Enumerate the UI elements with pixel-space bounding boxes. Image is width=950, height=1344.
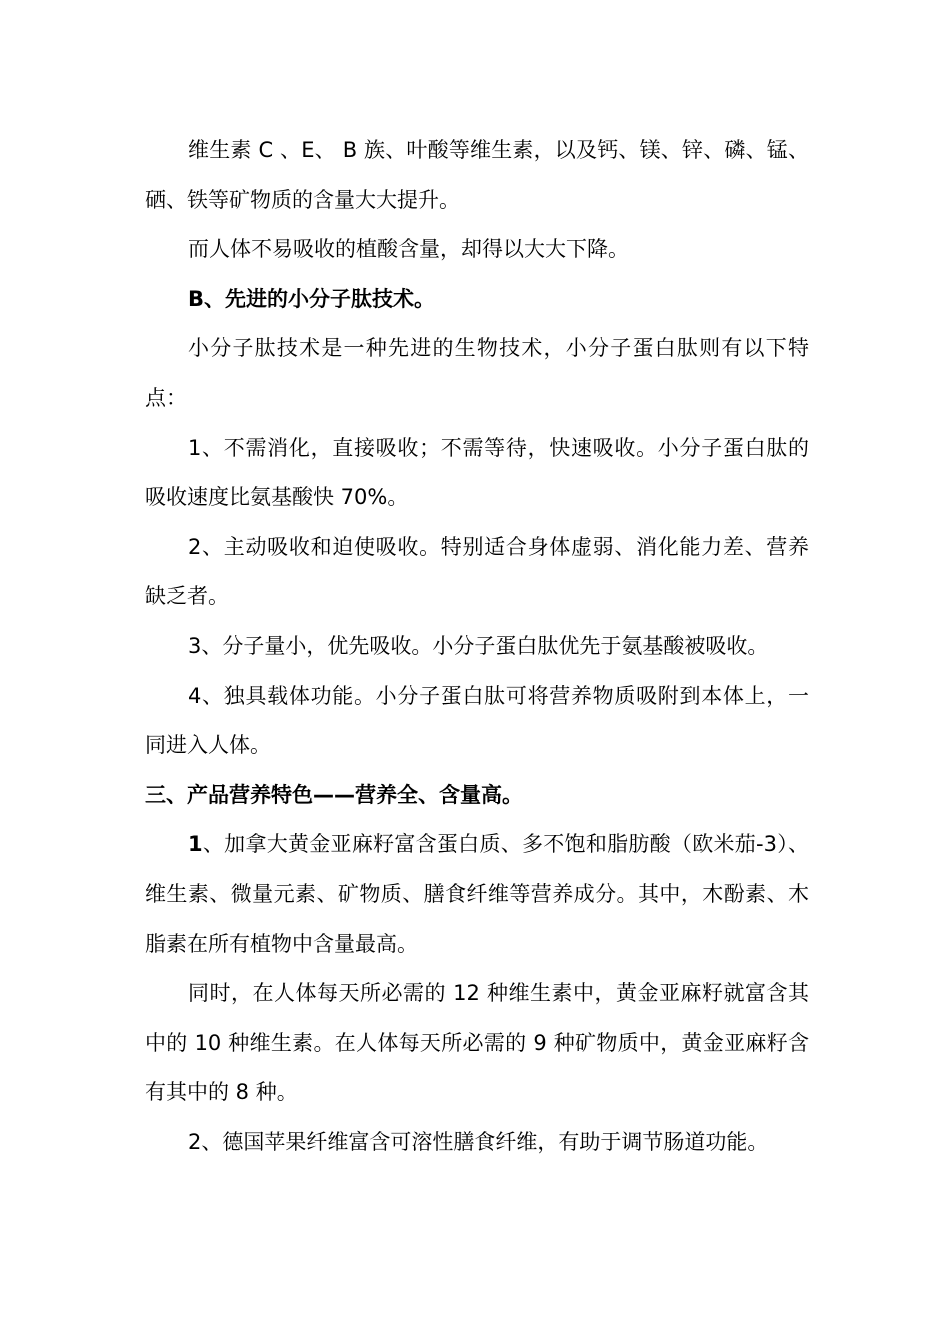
paragraph-vitamin-counts: 同时，在人体每天所必需的 12 种维生素中，黄金亚麻籽就富含其中的 10 种维生素。在人体每天所必需的 9 种矿物质中，黄金亚麻籽含有其中的 8 种。: [145, 981, 809, 1105]
paragraph-flaxseed-number: 1: [188, 832, 203, 857]
paragraph-point-4: 4、独具载体功能。小分子蛋白肽可将营养物质吸附到本体上，一同进入人体。: [145, 683, 809, 758]
document-page: [145, 126, 809, 1167]
paragraph-vitamins-minerals: 维生素 C 、E、 B 族、叶酸等维生素，以及钙、镁、锌、磷、锰、硒、铁等矿物质的含量大大提升。: [145, 138, 809, 212]
paragraph-phytic-acid: 而人体不易吸收的植酸含量，却得以大大下降。: [188, 237, 629, 262]
paragraph-point-3: 3、分子量小，优先吸收。小分子蛋白肽优先于氨基酸被吸收。: [188, 633, 769, 658]
heading-peptide-technology: B、先进的小分子肽技术。: [188, 286, 436, 311]
paragraph-point-2: 2、主动吸收和迫使吸收。特别适合身体虚弱、消化能力差、营养缺乏者。: [145, 534, 809, 609]
heading-nutrition-features: 三、产品营养特色——营养全、含量高。: [145, 782, 523, 807]
paragraph-flaxseed: [145, 820, 809, 969]
paragraph-point-1: 1、不需消化，直接吸收；不需等待，快速吸收。小分子蛋白肽的吸收速度比氨基酸快 70%。: [145, 435, 809, 510]
paragraph-flaxseed-text: 、加拿大黄金亚麻籽富含蛋白质、多不饱和脂肪酸（欧米茄-3）、维生素、微量元素、矿物质、膳食纤维等营养成分。其中，木酚素、木脂素在所有植物中含量最高。: [145, 832, 809, 956]
paragraph-peptide-intro: 小分子肽技术是一种先进的生物技术，小分子蛋白肽则有以下特点：: [145, 336, 809, 410]
paragraph-apple-fiber: 2、德国苹果纤维富含可溶性膳食纤维，有助于调节肠道功能。: [188, 1129, 769, 1154]
